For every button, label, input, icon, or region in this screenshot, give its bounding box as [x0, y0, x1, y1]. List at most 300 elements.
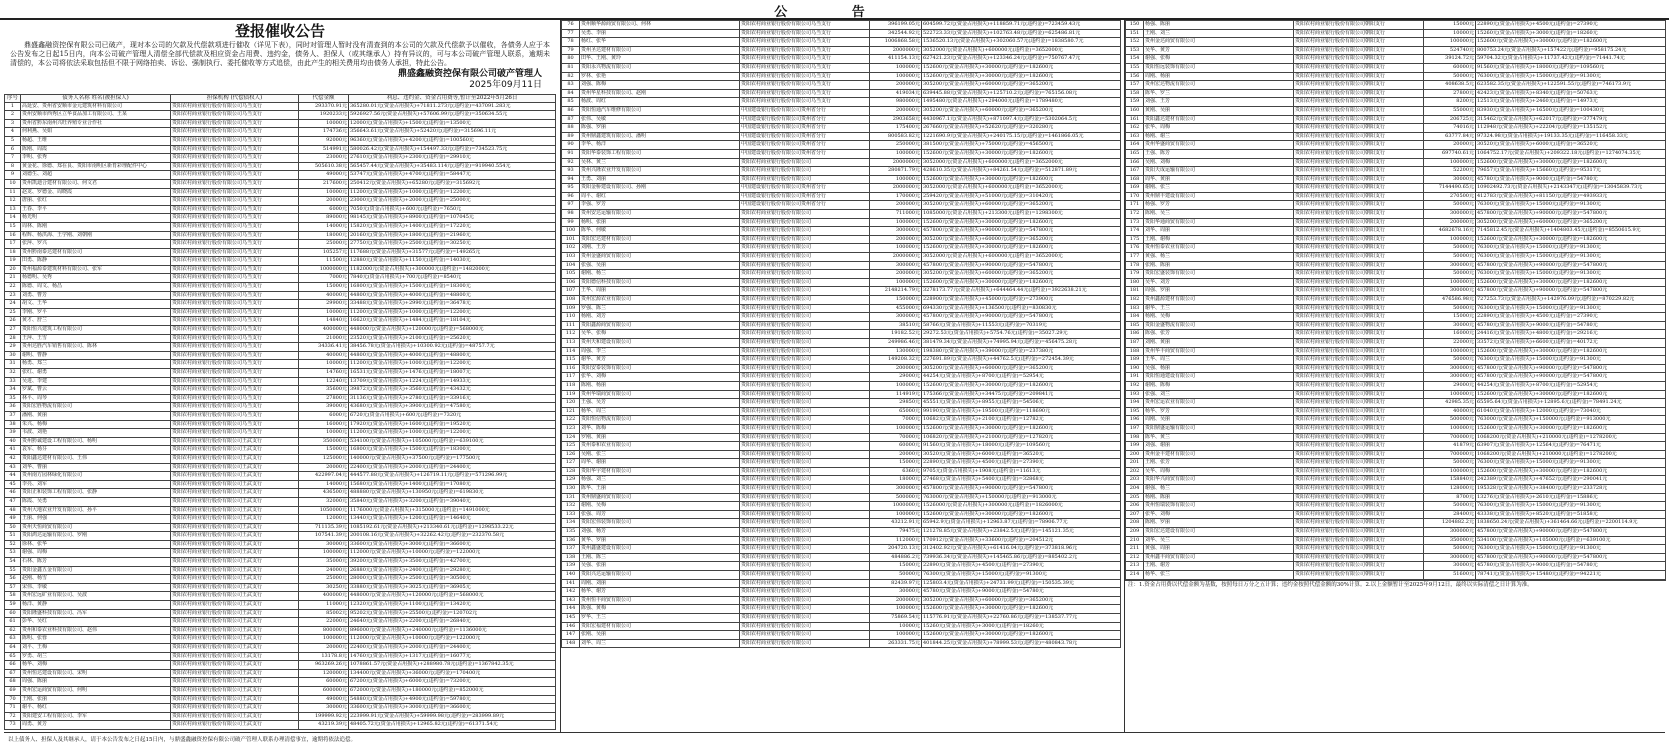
row-number: 168	[1126, 175, 1144, 184]
row-number: 90	[562, 141, 580, 150]
paid-amount: 18000元	[870, 476, 922, 485]
debtor-table-left	[4, 94, 556, 730]
paid-amount: 200000元	[870, 596, 922, 605]
row-number: 39	[5, 429, 21, 438]
paid-amount: 10000元	[299, 188, 349, 197]
debtor-name: 黄刚、吴丽	[1144, 106, 1294, 115]
row-number: 5	[5, 136, 21, 145]
paid-amount: 500000元	[870, 493, 922, 502]
paid-amount: 10000元	[299, 308, 349, 317]
creditor-bank: 贵阳农村商业银行股份有限公司朝阳支行	[1294, 63, 1424, 72]
table-row	[562, 493, 1121, 502]
paid-amount: 411154.13元	[870, 55, 922, 64]
interest-penalty: 33572元(资金占用损失)+6600元(违约金)=40172元	[1476, 338, 1666, 347]
creditor-bank: 贵阳农村商业银行股份有限公司朝阳支行	[1294, 399, 1424, 408]
table-row	[5, 222, 556, 231]
creditor-bank: 贵阳农村商业银行股份有限公司朝阳支行	[1294, 416, 1424, 425]
paid-amount: 2000000元	[870, 46, 922, 55]
debtor-name: 杨洋、黄静	[21, 601, 171, 610]
table-row	[1126, 313, 1666, 322]
debtor-name: 贵阳恒通建设有限公司	[1144, 373, 1294, 382]
row-number: 191	[1126, 373, 1144, 382]
row-number: 99	[562, 218, 580, 227]
interest-penalty: 1536520.13元(资金占用损失)+302060.57元(违约金)=1838580.7元	[922, 38, 1121, 47]
paid-amount: 75869.54元	[870, 613, 922, 622]
row-number: 173	[1126, 218, 1144, 227]
debtor-name: 贵州大地农业开发有限公司、孙平	[21, 506, 171, 515]
creditor-bank: 贵阳农村商业银行股份有限公司乌当支行	[171, 197, 299, 206]
paid-amount: 484886.2元	[870, 553, 922, 562]
debtor-name: 林平、周琴	[21, 394, 171, 403]
interest-penalty: 200108.16元(资金占用损失)+32262.42元(违约金)=232370.58元	[349, 532, 556, 541]
row-number: 204	[1126, 485, 1144, 494]
table-row	[562, 364, 1121, 373]
paid-amount: 100000元	[1424, 467, 1476, 476]
table-row	[5, 489, 556, 498]
paid-amount: 476586.98元	[1424, 296, 1476, 305]
table-row	[5, 678, 556, 687]
interest-penalty: 457800元(资金占用损失)+90000元(违约金)=547800元	[1476, 553, 1666, 562]
creditor-bank: 贵阳农村商业银行股份有限公司	[740, 356, 870, 365]
paid-amount: 200000元	[870, 270, 922, 279]
table-row	[5, 661, 556, 670]
creditor-bank: 贵阳农村商业银行股份有限公司	[740, 347, 870, 356]
debtor-name: 谢平、杨红	[21, 704, 171, 713]
interest-penalty: 28000元(资金占用损失)+2500元(违约金)=30500元	[349, 575, 556, 584]
creditor-bank: 贵阳农村商业银行股份有限公司朝阳支行	[1294, 476, 1424, 485]
interest-penalty: 30520元(资金占用损失)+6000元(违约金)=36520元	[922, 450, 1121, 459]
debtor-name: 刘强、杨芳	[580, 528, 740, 537]
table-row	[1126, 29, 1666, 38]
debtor-name: 宋伟、李敏	[21, 583, 171, 592]
row-number: 98	[562, 210, 580, 219]
debtor-name: 吴华、张梅	[580, 330, 740, 339]
row-number: 2	[5, 111, 21, 120]
row-number: 63	[5, 635, 21, 644]
paid-amount: 50000元	[1424, 72, 1476, 81]
paid-amount: 7000元	[299, 274, 349, 283]
row-number: 196	[1126, 416, 1144, 425]
interest-penalty: 65942.9元(资金占用损失)+12963.87元(违约金)=78906.77元	[922, 519, 1121, 528]
row-number: 176	[1126, 244, 1144, 253]
creditor-bank: 贵阳农村商业银行股份有限公司	[740, 416, 870, 425]
paid-amount: 82439.97元	[870, 579, 922, 588]
paid-amount: 524740元	[1424, 46, 1476, 55]
debtor-name: 张强、刘兰	[1144, 390, 1294, 399]
creditor-bank: 贵阳农村商业银行股份有限公司王武支行	[171, 472, 299, 481]
paid-amount: 505610.38元	[299, 162, 349, 171]
paid-amount: 10000元	[299, 360, 349, 369]
paid-amount: 105257元	[299, 248, 349, 257]
paid-amount: 30000元	[1424, 175, 1476, 184]
table-row	[562, 407, 1121, 416]
debtor-name: 谢明、曹静	[21, 351, 171, 360]
paid-amount: 50000元	[1424, 502, 1476, 511]
debtor-name: 高延安、贵州省安顺市金元建筑材料有限公司	[21, 102, 171, 111]
paid-amount: 300000元	[1424, 553, 1476, 562]
paid-amount: 114919元	[870, 390, 922, 399]
table-row	[562, 235, 1121, 244]
creditor-bank: 贵阳农村商业银行股份有限公司乌当支行	[171, 369, 299, 378]
creditor-bank: 贵阳农村商业银行股份有限公司王武支行	[171, 704, 299, 713]
paid-amount: 14000元	[299, 480, 349, 489]
interest-penalty: 763000元(资金占用损失)+150000元(违约金)=913000元	[1476, 416, 1666, 425]
debtor-name: 陈刚、吴兰	[1144, 210, 1294, 219]
debtor-name: 贵阳永兴物流有限公司	[580, 63, 740, 72]
debtor-name: 杨强、刘兰	[580, 476, 740, 485]
interest-penalty: 48405.72元(资金占用损失)+12965.82元(违约金)=61371.54元	[349, 721, 556, 730]
paid-amount: 52200元	[1424, 167, 1476, 176]
paid-amount: 408638.5元	[1424, 81, 1476, 90]
creditor-bank: 贵阳农村商业银行股份有限公司朝阳支行	[1294, 89, 1424, 98]
interest-penalty: 17920元(资金占用损失)+1600元(违约金)=19520元	[349, 420, 556, 429]
creditor-bank: 贵阳农村商业银行股份有限公司	[740, 210, 870, 219]
table-row	[562, 510, 1121, 519]
table-row	[1126, 192, 1666, 201]
interest-penalty: 63907元(资金占用损失)+12564元(违约金)=76471元	[1476, 442, 1666, 451]
debtor-name: 吴华、刘芳	[1144, 278, 1294, 287]
paid-amount: 100000元	[870, 381, 922, 390]
paid-amount: 150000元	[870, 296, 922, 305]
interest-penalty: 16800元(资金占用损失)+1500元(违约金)=18300元	[349, 446, 556, 455]
interest-penalty: 33600元(资金占用损失)+3000元(违约金)=36600元	[349, 540, 556, 549]
interest-penalty: 1182000元(资金占用损失)+300000元(违约金)=1482000元	[349, 265, 556, 274]
interest-penalty: 61040元(资金占用损失)+12000元(违约金)=73040元	[1476, 407, 1666, 416]
debtor-name: 周刚、杨丽	[1144, 72, 1294, 81]
table-row	[1126, 399, 1666, 408]
table-row	[5, 386, 556, 395]
row-number: 203	[1126, 476, 1144, 485]
table-row	[562, 399, 1121, 408]
paid-amount: 38510元	[870, 321, 922, 330]
paid-amount: 300000元	[870, 485, 922, 494]
interest-penalty: 800753.24元(资金占用损失)+157422元(违约金)=958175.24元	[1476, 46, 1666, 55]
interest-penalty: 623582.35元(资金占用损失)+122591.55元(违约金)=746173.9元	[1476, 81, 1666, 90]
debtor-name: 杨华、刘梅	[21, 661, 171, 670]
creditor-bank: 贵阳农村商业银行股份有限公司朝阳支行	[1294, 175, 1424, 184]
creditor-bank: 贵阳农村商业银行股份有限公司乌当支行	[171, 136, 299, 145]
interest-penalty: 565457.44元(资金占用损失)+35483.114元(违约金)=919940.554元	[349, 162, 556, 171]
row-number: 64	[5, 644, 21, 653]
table-row	[5, 265, 556, 274]
paid-amount: 100000元	[870, 605, 922, 614]
row-number: 21	[5, 274, 21, 283]
creditor-bank: 贵阳农村商业银行股份有限公司朝阳支行	[1294, 192, 1424, 201]
paid-amount: 50000元	[1424, 253, 1476, 262]
paid-amount: 700000元	[1424, 450, 1476, 459]
debtor-name: 黄强、周丽	[1144, 545, 1294, 554]
creditor-bank: 贵阳农村商业银行股份有限公司朝阳支行	[1294, 381, 1424, 390]
paid-amount: 20000元	[299, 644, 349, 653]
table-row	[1126, 330, 1666, 339]
creditor-bank: 贵阳农村商业银行股份有限公司	[740, 278, 870, 287]
interest-penalty: 65595.64元(资金占用损失)+12895.6元(违约金)=78491.24元	[1476, 399, 1666, 408]
creditor-bank: 贵阳农村商业银行股份有限公司朝阳支行	[1294, 167, 1424, 176]
creditor-bank: 贵阳农村商业银行股份有限公司朝阳支行	[1294, 98, 1424, 107]
debtor-name: 贵阳鑫达建材有限公司、王伟	[21, 454, 171, 463]
debtor-name: 贵州南方园林绿化有限公司	[21, 472, 171, 481]
creditor-bank: 贵阳农村商业银行股份有限公司乌当支行	[171, 222, 299, 231]
interest-penalty: 115776.91元(资金占用损失)+22760.86元(违约金)=138537.77元	[922, 613, 1121, 622]
debtor-name: 刘华、周兰	[580, 639, 740, 648]
table-row	[5, 429, 556, 438]
table-row	[1126, 270, 1666, 279]
debtor-name: 陈刚、罗丽	[1144, 519, 1294, 528]
interest-penalty: 152600元(资金占用损失)+30000元(违约金)=182600元	[1476, 38, 1666, 47]
row-number: 14	[5, 214, 21, 223]
debtor-name: 罗斌、曹云	[21, 386, 171, 395]
interest-penalty: 125803.4元(资金占用损失)+24731.99元(违约金)=150535.39元	[922, 579, 1121, 588]
row-number: 195	[1126, 407, 1144, 416]
creditor-bank: 贵阳农村商业银行股份有限公司	[740, 528, 870, 537]
table-row	[562, 167, 1121, 176]
debtor-name: 贵阳鼎盛运输有限公司	[1144, 424, 1294, 433]
row-number: 44	[5, 472, 21, 481]
paid-amount: 15000元	[299, 446, 349, 455]
creditor-bank: 贵阳农村商业银行股份有限公司乌当支行	[171, 145, 299, 154]
table-row	[562, 433, 1121, 442]
row-number: 12	[5, 197, 21, 206]
row-number: 150	[1126, 21, 1144, 30]
interest-penalty: 44254元(资金占用损失)+8700元(违约金)=52954元	[922, 373, 1121, 382]
row-number: 171	[1126, 201, 1144, 210]
creditor-bank: 贵阳农村商业银行股份有限公司王武支行	[171, 523, 299, 532]
paid-amount: 455000元	[870, 304, 922, 313]
paid-amount: 206725元	[1424, 115, 1476, 124]
paid-amount: 74016元	[1424, 124, 1476, 133]
paid-amount: 300000元	[870, 227, 922, 236]
debtor-name: 贵州天恒商贸有限公司	[21, 523, 171, 532]
table-row	[5, 532, 556, 541]
debtor-name: 赵刚、杨雪	[21, 575, 171, 584]
table-row	[5, 506, 556, 515]
row-number: 112	[562, 330, 580, 339]
table-row	[5, 257, 556, 266]
table-row	[5, 480, 556, 489]
table-row	[5, 626, 556, 635]
creditor-bank: 贵阳农村商业银行股份有限公司朝阳支行	[1294, 132, 1424, 141]
interest-penalty: 4430967.1元(资金占用损失)+871097.4元(违约金)=5302064.5元	[922, 115, 1121, 124]
debtor-name: 贵阳鸿达运输有限公司、罗刚	[21, 532, 171, 541]
row-number: 169	[1126, 184, 1144, 193]
creditor-bank: 贵阳农村商业银行股份有限公司乌当支行	[740, 63, 870, 72]
table-row	[562, 124, 1121, 133]
interest-penalty: 152600元(资金占用损失)+30000元(违约金)=182600元	[922, 605, 1121, 614]
table-row	[1126, 21, 1666, 30]
interest-penalty: 488880元(资金占用损失)+130950元(违约金)=619830元	[349, 489, 556, 498]
creditor-bank: 中国建设银行股份有限公司贵州省分行	[740, 124, 870, 133]
table-row	[5, 283, 556, 292]
interest-penalty: 305200元(资金占用损失)+60000元(违约金)=365200元	[1476, 218, 1666, 227]
paid-amount: 125000元	[299, 454, 349, 463]
row-number: 41	[5, 446, 21, 455]
interest-penalty: 381479.34元(资金占用损失)+74995.94元(违约金)=456475.28元	[922, 338, 1121, 347]
paid-amount: 2000000元	[870, 158, 922, 167]
debtor-name: 贵阳华宇建材有限公司	[580, 467, 740, 476]
creditor-bank: 贵阳农村商业银行股份有限公司王武支行	[171, 540, 299, 549]
debtor-name: 王强、吴芳	[580, 399, 740, 408]
debtor-name: 杨明、张丽	[580, 218, 740, 227]
interest-penalty: 22890元(资金占用损失)+4500元(违约金)=27390元	[1476, 21, 1666, 30]
interest-penalty: 763000元(资金占用损失)+150000元(违约金)=913000元	[922, 493, 1121, 502]
row-number: 38	[5, 420, 21, 429]
debtor-name: 贵州鼎鑫建筑有限公司、潘明	[580, 132, 740, 141]
interest-penalty: 23000元(资金占用损失)+2000元(违约金)=25000元	[349, 197, 556, 206]
paid-amount: 7000元	[870, 416, 922, 425]
table-row	[562, 29, 1121, 38]
debtor-name: 周强、陈丽	[21, 678, 171, 687]
paid-amount: 2148214.79元	[870, 287, 922, 296]
table-row	[1126, 38, 1666, 47]
table-row	[562, 424, 1121, 433]
creditor-bank: 贵阳农村商业银行股份有限公司朝阳支行	[1294, 553, 1424, 562]
table-row	[562, 562, 1121, 571]
debtor-name: 贵州恒瑞装饰有限公司	[1144, 502, 1294, 511]
row-number: 181	[1126, 287, 1144, 296]
row-number: 116	[562, 364, 580, 373]
paid-amount: 12240元	[299, 377, 349, 386]
paid-amount: 120000元	[299, 669, 349, 678]
paid-amount: 50000元	[1424, 201, 1476, 210]
debtor-name: 刘刚、王芳	[580, 244, 740, 253]
interest-penalty: 428610.35元(资金占用损失)+84261.54元(违约金)=512871.89元	[922, 167, 1121, 176]
table-row	[562, 588, 1121, 597]
row-number: 52	[5, 540, 21, 549]
debtor-name: 贵州黔南泰达建材有限公司	[21, 248, 171, 257]
row-number: 130	[562, 485, 580, 494]
table-row	[1126, 184, 1666, 193]
row-number: 95	[562, 184, 580, 193]
creditor-bank: 贵阳农村商业银行股份有限公司	[740, 631, 870, 640]
interest-penalty: 91560元(资金占用损失)+18000元(违约金)=109560元	[922, 442, 1121, 451]
row-number: 37	[5, 411, 21, 420]
debtor-name: 吴刚、张兰	[580, 450, 740, 459]
interest-penalty: 448000元(资金占用损失)+120000元(违约金)=568000元	[349, 592, 556, 601]
creditor-bank: 贵阳农村商业银行股份有限公司乌当支行	[171, 214, 299, 223]
paid-amount: 79475元	[870, 528, 922, 537]
paid-amount: 500000元	[1424, 416, 1476, 425]
interest-penalty: 1495480元(资金占用损失)+294000元(违约金)=1789480元	[922, 98, 1121, 107]
interest-penalty: 76300元(资金占用损失)+15000元(违约金)=91300元	[1476, 459, 1666, 468]
debtor-name: 张华、周梅	[1144, 124, 1294, 133]
table-row	[562, 321, 1121, 330]
row-number: 143	[562, 596, 580, 605]
table-row	[562, 536, 1121, 545]
row-number: 178	[1126, 261, 1144, 270]
table-row	[5, 394, 556, 403]
interest-penalty: 29272.53元(资金占用损失)+5754.76元(违约金)=35027.29元	[922, 330, 1121, 339]
interest-penalty: 457800元(资金占用损失)+90000元(违约金)=547800元	[1476, 261, 1666, 270]
table-row	[5, 128, 556, 137]
interest-penalty: 44800元(资金占用损失)+4000元(违约金)=48800元	[349, 291, 556, 300]
interest-penalty: 11200元(资金占用损失)+1000元(违约金)=12200元	[349, 308, 556, 317]
row-number: 185	[1126, 321, 1144, 330]
row-number: 212	[1126, 553, 1144, 562]
paid-amount: 436500元	[299, 489, 349, 498]
row-number: 113	[562, 338, 580, 347]
row-number: 194	[1126, 399, 1144, 408]
creditor-bank: 贵阳农村商业银行股份有限公司乌当支行	[171, 403, 299, 412]
interest-penalty: 242389元(资金占用损失)+47652元(违约金)=290041元	[1476, 476, 1666, 485]
row-number: 73	[5, 721, 21, 730]
creditor-bank: 贵阳农村商业银行股份有限公司朝阳支行	[1294, 313, 1424, 322]
debtor-name: 贵州金达商贸有限公司	[1144, 38, 1294, 47]
row-number: 93	[562, 167, 580, 176]
paid-amount: 170000元	[870, 192, 922, 201]
debtor-name: 吴强、张丽	[580, 562, 740, 571]
row-number: 114	[562, 347, 580, 356]
row-number: 47	[5, 497, 21, 506]
interest-penalty: 27750元(资金占用损失)+2500元(违约金)=30250元	[349, 240, 556, 249]
table-row	[5, 652, 556, 661]
row-number: 205	[1126, 493, 1144, 502]
debtor-name: 陈强、张芳	[1144, 330, 1294, 339]
table-row	[562, 244, 1121, 253]
interest-penalty: 39872元(资金占用损失)+3560元(违约金)=43432元	[349, 386, 556, 395]
paid-amount: 963269.26元	[299, 661, 349, 670]
interest-penalty: 223999.91元(资金占用损失)+59999.98元(违约金)=283999.89元	[349, 712, 556, 721]
table-row	[1126, 218, 1666, 227]
row-number: 48	[5, 506, 21, 515]
row-number: 71	[5, 704, 21, 713]
debtor-name: 黄强、杨兰	[1144, 253, 1294, 262]
paid-amount: 200000元	[1424, 218, 1476, 227]
table-row	[562, 218, 1121, 227]
table-row	[5, 454, 556, 463]
debtor-name: 黄金花、徐德、郑在良、贵阳市南明区新育彩理配件中心	[21, 162, 171, 171]
creditor-bank: 贵阳农村商业银行股份有限公司	[740, 433, 870, 442]
debtor-name: 吴勇、李丽	[580, 29, 740, 38]
creditor-bank: 贵阳农村商业银行股份有限公司	[740, 296, 870, 305]
creditor-bank: 贵阳农村商业银行股份有限公司	[740, 304, 870, 313]
table-row	[562, 158, 1121, 167]
debtor-name: 赵龙、罗德金、周晓霞	[21, 188, 171, 197]
table-row	[1126, 304, 1666, 313]
debtor-name: 谢刚、吴梅	[580, 502, 740, 511]
interest-penalty: 305200元(资金占用损失)+60000元(违约金)=365200元	[922, 235, 1121, 244]
interest-penalty: 1078861.57元(资金占用损失)+288980.78元(违约金)=1367842.35元	[349, 661, 556, 670]
row-number: 32	[5, 369, 21, 378]
paid-amount: 711135.39元	[299, 523, 349, 532]
row-number: 57	[5, 583, 21, 592]
table-row	[1126, 89, 1666, 98]
creditor-bank: 贵阳农村商业银行股份有限公司王武支行	[171, 446, 299, 455]
interest-penalty: 356643.61元(资金占用损失)+52420元(违约金)=315696.11元	[349, 128, 556, 137]
table-row	[562, 287, 1121, 296]
row-number: 154	[1126, 55, 1144, 64]
interest-penalty: 76300元(资金占用损失)+15000元(违约金)=91300元	[1476, 304, 1666, 313]
row-number: 119	[562, 390, 580, 399]
creditor-bank: 贵阳农村商业银行股份有限公司乌当支行	[171, 343, 299, 352]
table-row	[562, 141, 1121, 150]
creditor-bank: 贵阳农村商业银行股份有限公司	[740, 596, 870, 605]
row-number: 61	[5, 618, 21, 627]
paid-amount: 15000元	[870, 459, 922, 468]
table-row	[5, 669, 556, 678]
table-row	[1126, 63, 1666, 72]
interest-penalty: 58766元(资金占用损失)+11553元(违约金)=70319元	[922, 321, 1121, 330]
creditor-bank: 贵阳农村商业银行股份有限公司朝阳支行	[1294, 330, 1424, 339]
debtor-name: 周平、谢红	[580, 192, 740, 201]
interest-penalty: 1085192.61元(资金占用损失)+213340.61元(违约金)=1298533.22元	[349, 523, 556, 532]
table-row	[562, 184, 1121, 193]
creditor-bank: 贵阳农村商业银行股份有限公司	[740, 467, 870, 476]
paid-amount: 100000元	[870, 424, 922, 433]
creditor-bank: 贵阳农村商业银行股份有限公司朝阳支行	[1294, 287, 1424, 296]
paid-amount: 128000元	[1424, 485, 1476, 494]
row-number: 184	[1126, 313, 1144, 322]
creditor-bank: 贵阳农村商业银行股份有限公司乌当支行	[171, 171, 299, 180]
